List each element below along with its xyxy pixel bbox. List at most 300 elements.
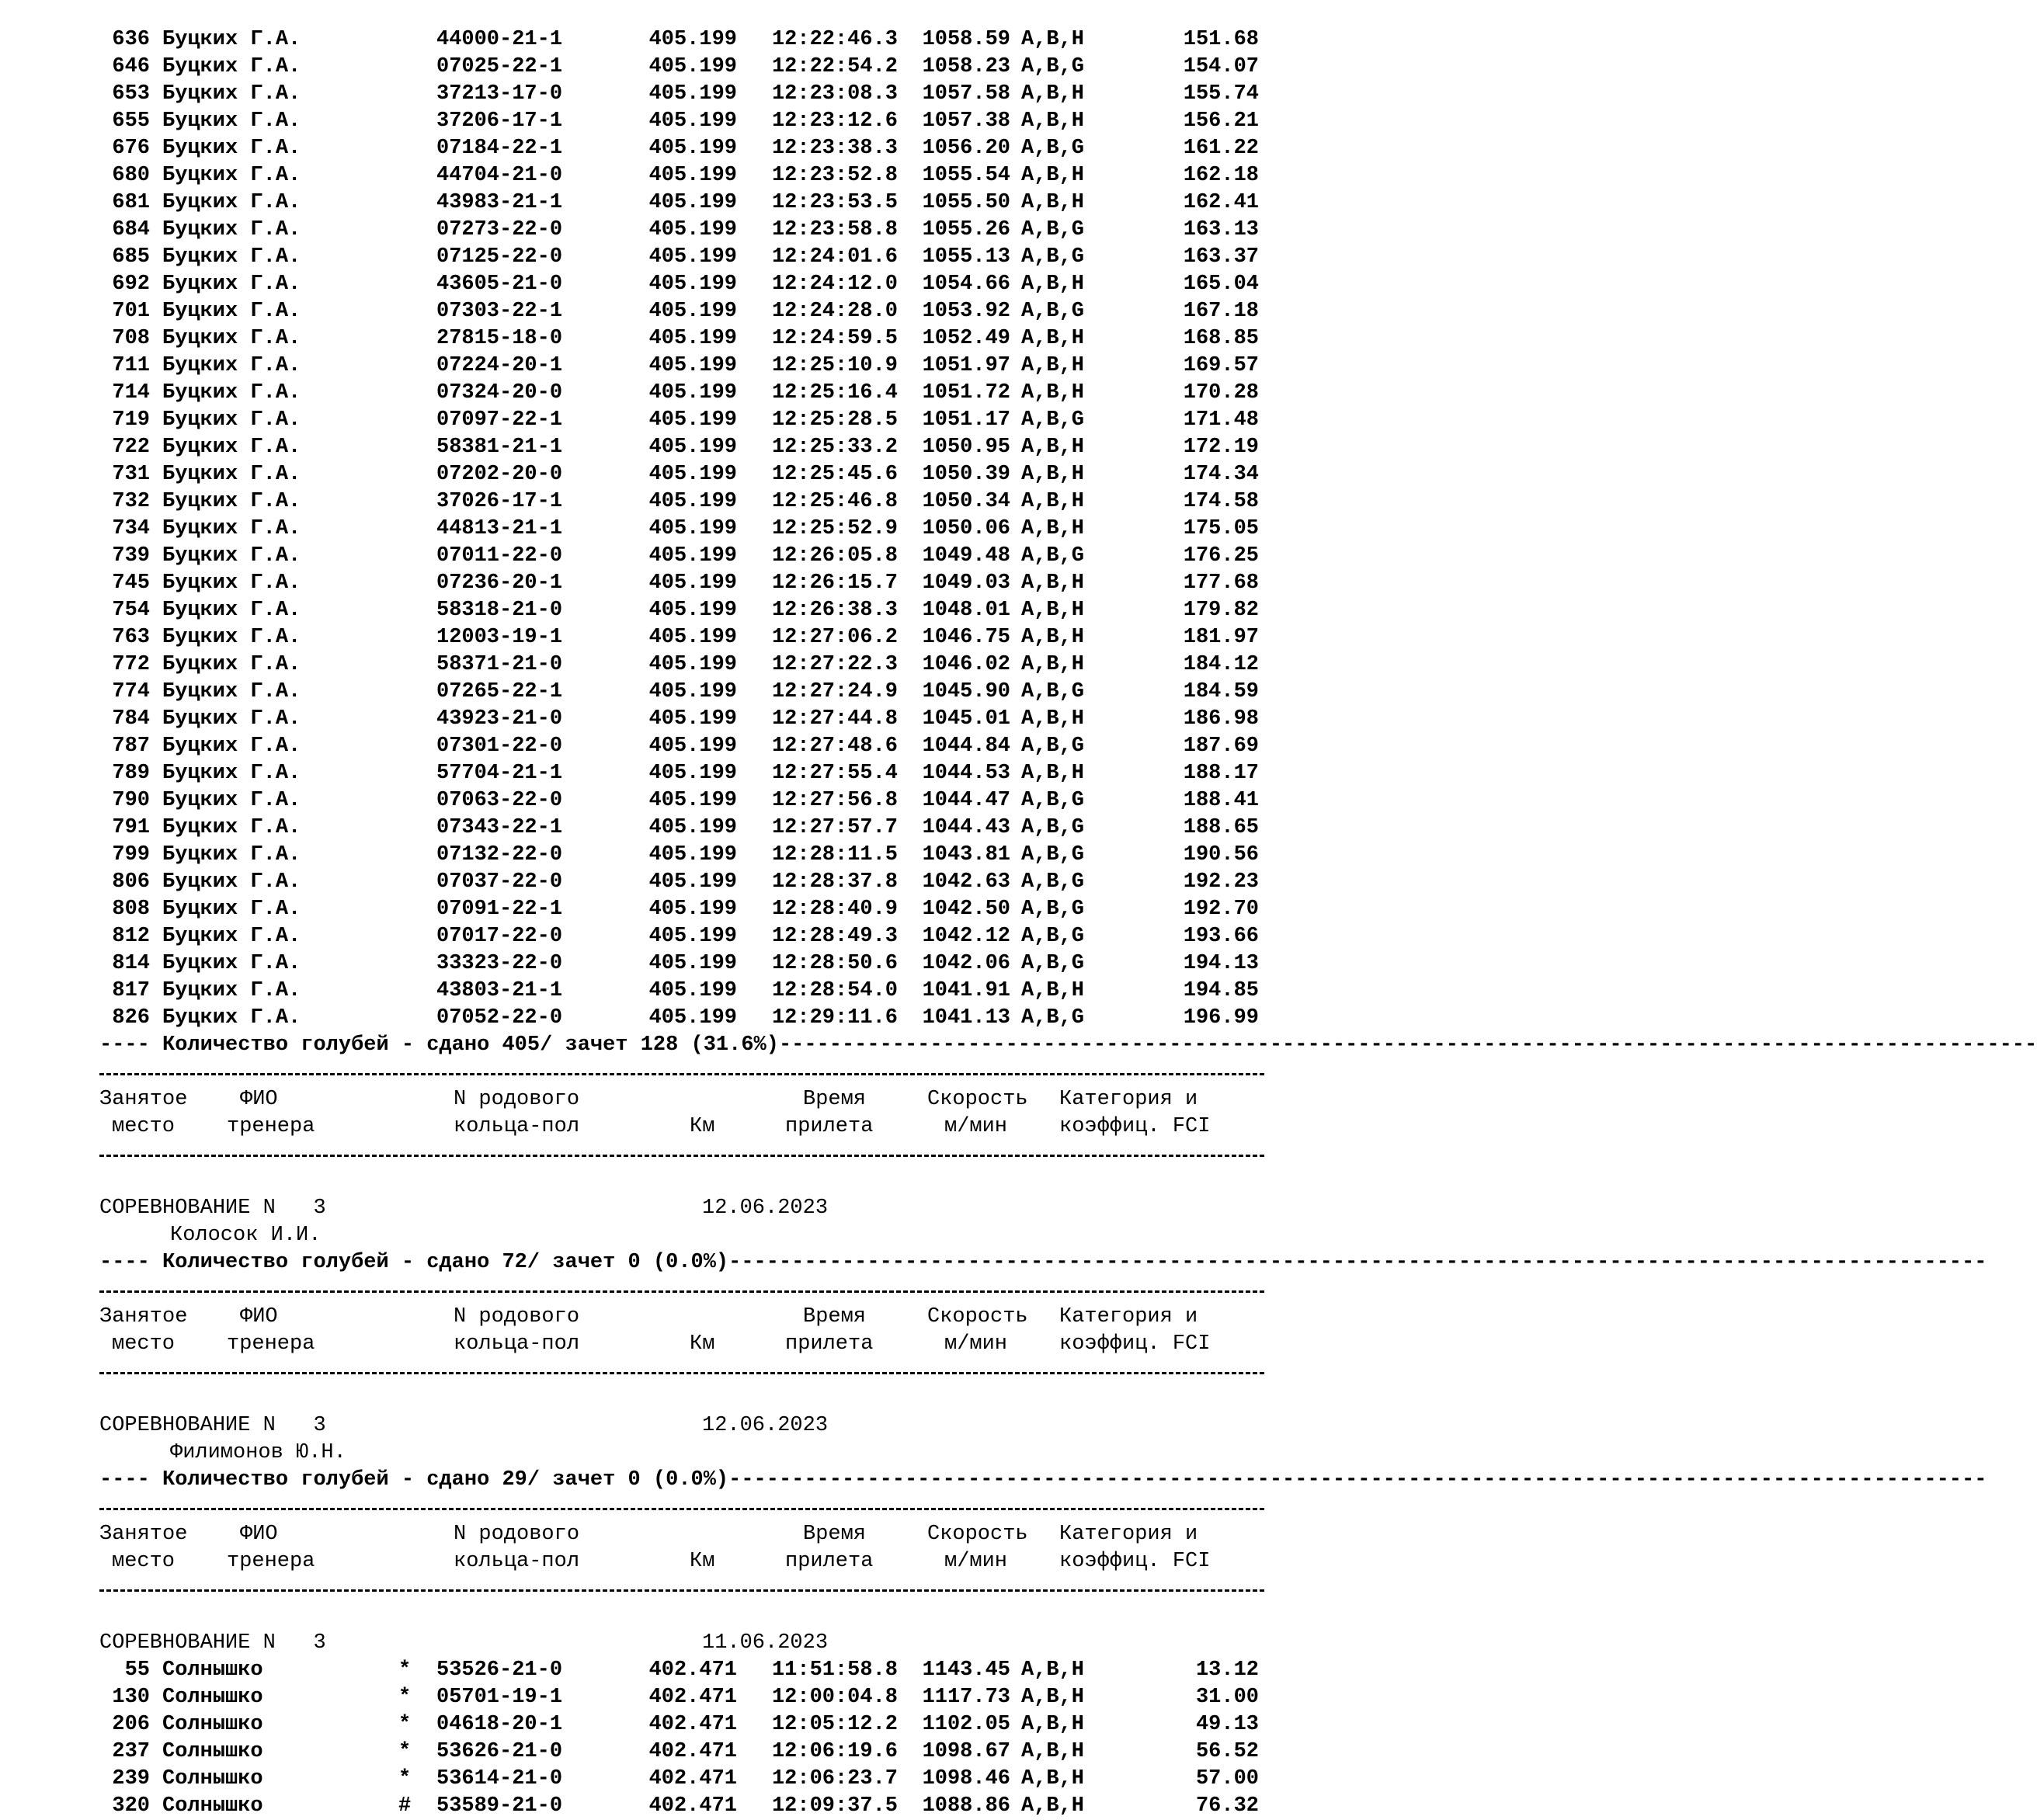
- cell-mark: [398, 162, 436, 189]
- cell-coef: 184.12: [1183, 653, 1259, 676]
- cell-name: Буцких Г.А.: [162, 191, 301, 214]
- cell-place: 784: [112, 707, 150, 731]
- summary-dash-fill: ----------------------------------------------------------------------------------------------------: [778, 1033, 2037, 1057]
- cell-time: 12:27:48.6: [771, 735, 898, 758]
- cell-speed: 1055.13: [922, 245, 1010, 269]
- cell-coef: 184.59: [1183, 680, 1259, 703]
- header-name-bottom: тренера: [227, 1115, 315, 1138]
- cell-km: 405.199: [648, 952, 737, 975]
- cell-km: 405.199: [648, 571, 737, 595]
- cell-ring: 44813-21-1: [436, 517, 563, 540]
- cell-cat: A,B,G: [1021, 218, 1085, 241]
- cell-ring: 37213-17-0: [436, 82, 563, 106]
- cell-cat: A,B,H: [1021, 517, 1085, 540]
- cell-km: 405.199: [648, 898, 737, 921]
- cell-time: 12:28:50.6: [771, 952, 898, 975]
- cell-time: 12:24:28.0: [771, 300, 898, 323]
- cell-ring: 07202-20-0: [436, 463, 563, 486]
- cell-speed: 1055.50: [922, 191, 1010, 214]
- cell-ring: 07301-22-0: [436, 735, 563, 758]
- cell-speed: 1055.26: [922, 218, 1010, 241]
- cell-ring: 07025-22-1: [436, 55, 563, 78]
- cell-km: 405.199: [648, 626, 737, 649]
- cell-speed: 1045.90: [922, 680, 1010, 703]
- cell-cat: A,B,G: [1021, 245, 1085, 269]
- cell-cat: A,B,G: [1021, 544, 1085, 568]
- cell-place: 239: [112, 1767, 150, 1790]
- spacer: [99, 1385, 1264, 1412]
- cell-mark: *: [398, 1740, 412, 1763]
- column-header: [99, 1086, 1264, 1141]
- cell-coef: 175.05: [1183, 517, 1259, 540]
- cell-time: 12:28:54.0: [771, 979, 898, 1002]
- cell-name: Буцких Г.А.: [162, 327, 301, 350]
- cell-name: Буцких Г.А.: [162, 436, 301, 459]
- cell-time: 12:26:38.3: [771, 599, 898, 622]
- cell-speed: 1049.03: [922, 571, 1010, 595]
- cell-coef: 177.68: [1183, 571, 1259, 595]
- result-row: [99, 733, 1264, 760]
- cell-place: 692: [112, 273, 150, 296]
- cell-coef: 13.12: [1195, 1658, 1259, 1682]
- header-time-top: Время: [803, 1523, 867, 1546]
- result-row: [99, 1684, 1264, 1711]
- cell-place: 685: [112, 245, 150, 269]
- cell-cat: A,B,H: [1021, 1713, 1085, 1736]
- cell-ring: 12003-19-1: [436, 626, 563, 649]
- cell-ring: 07037-22-0: [436, 870, 563, 894]
- cell-km: 405.199: [648, 544, 737, 568]
- cell-time: 12:27:22.3: [771, 653, 898, 676]
- cell-coef: 155.74: [1183, 82, 1259, 106]
- cell-mark: [398, 407, 436, 434]
- cell-ring: 43605-21-0: [436, 273, 563, 296]
- cell-time: 12:24:01.6: [771, 245, 898, 269]
- cell-name: Буцких Г.А.: [162, 28, 301, 51]
- spacer: [99, 1603, 1264, 1630]
- cell-mark: [398, 706, 436, 733]
- cell-km: 405.199: [648, 463, 737, 486]
- cell-km: 402.471: [648, 1658, 737, 1682]
- cell-place: 789: [112, 762, 150, 785]
- summary-dash-fill: ----------------------------------------------------------------------------------------------------: [728, 1251, 1987, 1274]
- cell-km: 405.199: [648, 843, 737, 867]
- trainer-name: Колосок И.И.: [170, 1224, 322, 1247]
- cell-place: 722: [112, 436, 150, 459]
- cell-name: Буцких Г.А.: [162, 109, 301, 133]
- result-row: [99, 353, 1264, 380]
- cell-coef: 176.25: [1183, 544, 1259, 568]
- header-ring-top: N родового: [454, 1088, 580, 1111]
- cell-cat: A,B,H: [1021, 599, 1085, 622]
- cell-mark: [398, 570, 436, 597]
- cell-time: 12:23:52.8: [771, 164, 898, 187]
- cell-cat: A,B,G: [1021, 843, 1085, 867]
- cell-coef: 162.41: [1183, 191, 1259, 214]
- cell-coef: 151.68: [1183, 28, 1259, 51]
- cell-ring: 07132-22-0: [436, 843, 563, 867]
- summary-text: ---- Количество голубей - сдано 405/ зачет 128 (31.6%): [99, 1033, 779, 1057]
- cell-time: 12:25:28.5: [771, 408, 898, 432]
- cell-cat: A,B,G: [1021, 816, 1085, 839]
- cell-mark: [398, 244, 436, 271]
- header-category-top: Категория и: [1059, 1523, 1198, 1546]
- cell-km: 405.199: [648, 789, 737, 812]
- cell-speed: 1044.53: [922, 762, 1010, 785]
- header-km: Км: [690, 1115, 715, 1138]
- cell-km: 405.199: [648, 137, 737, 160]
- result-row: [99, 325, 1264, 353]
- cell-coef: 188.41: [1183, 789, 1259, 812]
- cell-cat: A,B,H: [1021, 626, 1085, 649]
- summary-line: [99, 1249, 1987, 1276]
- header-place-top: Занятое: [99, 1305, 188, 1329]
- cell-ring: 07236-20-1: [436, 571, 563, 595]
- cell-speed: 1098.67: [922, 1740, 1010, 1763]
- cell-mark: [398, 325, 436, 353]
- cell-ring: 53614-21-0: [436, 1767, 563, 1790]
- cell-coef: 194.13: [1183, 952, 1259, 975]
- result-row: [99, 162, 1264, 189]
- cell-place: 739: [112, 544, 150, 568]
- cell-time: 12:05:12.2: [771, 1713, 898, 1736]
- header-place-top: Занятое: [99, 1088, 188, 1111]
- cell-mark: [398, 842, 436, 869]
- cell-speed: 1053.92: [922, 300, 1010, 323]
- cell-mark: [398, 624, 436, 651]
- cell-cat: A,B,H: [1021, 653, 1085, 676]
- cell-speed: 1058.59: [922, 28, 1010, 51]
- cell-cat: A,B,G: [1021, 925, 1085, 948]
- results-table-1: [99, 26, 2037, 1059]
- cell-cat: A,B,G: [1021, 952, 1085, 975]
- spacer: [99, 1168, 1264, 1195]
- cell-ring: 07097-22-1: [436, 408, 563, 432]
- cell-km: 405.199: [648, 680, 737, 703]
- competition-date: 12.06.2023: [702, 1197, 829, 1220]
- cell-place: 734: [112, 517, 150, 540]
- cell-time: 12:22:46.3: [771, 28, 898, 51]
- result-row: [99, 1005, 1264, 1032]
- cell-km: 405.199: [648, 408, 737, 432]
- cell-mark: *: [398, 1713, 412, 1736]
- cell-coef: 156.21: [1183, 109, 1259, 133]
- cell-place: 817: [112, 979, 150, 1002]
- result-row: [99, 978, 1264, 1005]
- cell-name: Буцких Г.А.: [162, 381, 301, 405]
- cell-km: 405.199: [648, 517, 737, 540]
- cell-ring: 07052-22-0: [436, 1006, 563, 1030]
- cell-coef: 196.99: [1183, 1006, 1259, 1030]
- cell-time: 12:06:23.7: [771, 1767, 898, 1790]
- cell-name: Буцких Г.А.: [162, 952, 301, 975]
- result-row: [99, 380, 1264, 407]
- cell-km: 405.199: [648, 109, 737, 133]
- cell-place: 763: [112, 626, 150, 649]
- cell-ring: 07324-20-0: [436, 381, 563, 405]
- cell-time: 12:27:55.4: [771, 762, 898, 785]
- cell-coef: 174.58: [1183, 490, 1259, 513]
- cell-coef: 172.19: [1183, 436, 1259, 459]
- cell-speed: 1050.06: [922, 517, 1010, 540]
- cell-name: Буцких Г.А.: [162, 653, 301, 676]
- cell-name: Буцких Г.А.: [162, 626, 301, 649]
- cell-cat: A,B,H: [1021, 1794, 1085, 1818]
- header-category-bottom: коэффиц. FCI: [1059, 1115, 1211, 1138]
- cell-mark: [398, 760, 436, 787]
- cell-name: Солнышко: [162, 1794, 263, 1818]
- cell-name: Буцких Г.А.: [162, 408, 301, 432]
- cell-speed: 1056.20: [922, 137, 1010, 160]
- cell-name: Буцких Г.А.: [162, 816, 301, 839]
- cell-coef: 194.85: [1183, 979, 1259, 1002]
- cell-place: 237: [112, 1740, 150, 1763]
- cell-ring: 07273-22-0: [436, 218, 563, 241]
- result-row: [99, 407, 1264, 434]
- cell-ring: 53589-21-0: [436, 1794, 563, 1818]
- cell-time: 12:23:12.6: [771, 109, 898, 133]
- cell-name: Буцких Г.А.: [162, 979, 301, 1002]
- cell-place: 320: [112, 1794, 150, 1818]
- cell-cat: A,B,G: [1021, 789, 1085, 812]
- result-row: [99, 896, 1264, 923]
- cell-coef: 163.37: [1183, 245, 1259, 269]
- cell-place: 55: [124, 1658, 150, 1682]
- cell-speed: 1042.06: [922, 952, 1010, 975]
- cell-name: Буцких Г.А.: [162, 517, 301, 540]
- result-row: [99, 135, 1264, 162]
- cell-cat: A,B,H: [1021, 327, 1085, 350]
- cell-place: 636: [112, 28, 150, 51]
- cell-speed: 1044.84: [922, 735, 1010, 758]
- header-place-bottom: место: [112, 1115, 176, 1138]
- cell-speed: 1050.95: [922, 436, 1010, 459]
- cell-km: 405.199: [648, 1006, 737, 1030]
- cell-ring: 07011-22-0: [436, 544, 563, 568]
- competition-header: [99, 1195, 1264, 1222]
- cell-place: 754: [112, 599, 150, 622]
- header-ring-bottom: кольца-пол: [454, 1332, 580, 1356]
- cell-km: 405.199: [648, 707, 737, 731]
- cell-place: 806: [112, 870, 150, 894]
- header-ring-top: N родового: [454, 1523, 580, 1546]
- cell-place: 711: [112, 354, 150, 377]
- competition-title: СОРЕВНОВАНИЕ N 3: [99, 1631, 326, 1655]
- cell-time: 12:25:45.6: [771, 463, 898, 486]
- header-speed-top: Скорость: [927, 1088, 1028, 1111]
- result-row: [99, 1657, 1264, 1684]
- cell-place: 714: [112, 381, 150, 405]
- result-row: [99, 271, 1264, 298]
- cell-speed: 1042.50: [922, 898, 1010, 921]
- cell-time: 12:27:24.9: [771, 680, 898, 703]
- cell-place: 787: [112, 735, 150, 758]
- cell-ring: 07091-22-1: [436, 898, 563, 921]
- cell-coef: 193.66: [1183, 925, 1259, 948]
- cell-km: 405.199: [648, 599, 737, 622]
- cell-name: Буцких Г.А.: [162, 164, 301, 187]
- cell-km: 405.199: [648, 925, 737, 948]
- column-header: [99, 1521, 1264, 1575]
- cell-speed: 1098.46: [922, 1767, 1010, 1790]
- cell-ring: 44704-21-0: [436, 164, 563, 187]
- cell-speed: 1051.17: [922, 408, 1010, 432]
- header-speed-bottom: м/мин: [944, 1332, 1008, 1356]
- cell-km: 405.199: [648, 300, 737, 323]
- cell-place: 676: [112, 137, 150, 160]
- cell-km: 402.471: [648, 1713, 737, 1736]
- cell-mark: *: [398, 1658, 412, 1682]
- cell-speed: 1052.49: [922, 327, 1010, 350]
- summary-text: ---- Количество голубей - сдано 72/ зачет 0 (0.0%): [99, 1251, 729, 1274]
- cell-speed: 1102.05: [922, 1713, 1010, 1736]
- cell-coef: 165.04: [1183, 273, 1259, 296]
- summary-line: [99, 1032, 2037, 1059]
- cell-time: 12:28:40.9: [771, 898, 898, 921]
- cell-ring: 07224-20-1: [436, 354, 563, 377]
- cell-coef: 154.07: [1183, 55, 1259, 78]
- cell-ring: 07303-22-1: [436, 300, 563, 323]
- header-speed-bottom: м/мин: [944, 1550, 1008, 1573]
- cell-km: 402.471: [648, 1686, 737, 1709]
- cell-cat: A,B,H: [1021, 1767, 1085, 1790]
- cell-speed: 1088.86: [922, 1794, 1010, 1818]
- divider: [99, 1141, 1264, 1168]
- cell-place: 799: [112, 843, 150, 867]
- column-header: [99, 1304, 1264, 1358]
- cell-time: 12:25:46.8: [771, 490, 898, 513]
- header-category-bottom: коэффиц. FCI: [1059, 1550, 1211, 1573]
- cell-mark: [398, 217, 436, 244]
- cell-mark: [398, 516, 436, 543]
- result-row: [99, 244, 1264, 271]
- cell-time: 12:24:12.0: [771, 273, 898, 296]
- cell-ring: 27815-18-0: [436, 327, 563, 350]
- cell-speed: 1042.63: [922, 870, 1010, 894]
- cell-cat: A,B,H: [1021, 1740, 1085, 1763]
- cell-cat: A,B,G: [1021, 1006, 1085, 1030]
- cell-coef: 76.32: [1195, 1794, 1259, 1818]
- cell-name: Буцких Г.А.: [162, 843, 301, 867]
- cell-time: 12:23:58.8: [771, 218, 898, 241]
- cell-coef: 170.28: [1183, 381, 1259, 405]
- cell-ring: 07184-22-1: [436, 137, 563, 160]
- header-name-top: ФИО: [240, 1523, 278, 1546]
- divider: [99, 1494, 1264, 1521]
- cell-name: Буцких Г.А.: [162, 707, 301, 731]
- cell-place: 655: [112, 109, 150, 133]
- cell-coef: 187.69: [1183, 735, 1259, 758]
- result-row: [99, 189, 1264, 217]
- cell-cat: A,B,H: [1021, 164, 1085, 187]
- cell-coef: 174.34: [1183, 463, 1259, 486]
- cell-km: 405.199: [648, 816, 737, 839]
- header-name-top: ФИО: [240, 1088, 278, 1111]
- cell-time: 12:24:59.5: [771, 327, 898, 350]
- cell-speed: 1044.47: [922, 789, 1010, 812]
- result-row: [99, 1738, 1264, 1766]
- cell-coef: 161.22: [1183, 137, 1259, 160]
- cell-name: Буцких Г.А.: [162, 599, 301, 622]
- cell-name: Буцких Г.А.: [162, 1006, 301, 1030]
- cell-place: 653: [112, 82, 150, 106]
- cell-km: 405.199: [648, 218, 737, 241]
- summary-line: [99, 1467, 1987, 1494]
- result-row: [99, 516, 1264, 543]
- cell-place: 130: [112, 1686, 150, 1709]
- cell-time: 12:26:05.8: [771, 544, 898, 568]
- cell-mark: [398, 81, 436, 108]
- cell-name: Буцких Г.А.: [162, 463, 301, 486]
- header-category-top: Категория и: [1059, 1088, 1198, 1111]
- cell-place: 826: [112, 1006, 150, 1030]
- result-row: [99, 624, 1264, 651]
- header-speed-top: Скорость: [927, 1305, 1028, 1329]
- cell-coef: 186.98: [1183, 707, 1259, 731]
- cell-coef: 192.70: [1183, 898, 1259, 921]
- cell-place: 814: [112, 952, 150, 975]
- result-row: [99, 298, 1264, 325]
- cell-cat: A,B,H: [1021, 979, 1085, 1002]
- cell-place: 745: [112, 571, 150, 595]
- cell-ring: 07125-22-0: [436, 245, 563, 269]
- header-ring-bottom: кольца-пол: [454, 1115, 580, 1138]
- divider: [99, 1358, 1264, 1385]
- summary-text: ---- Количество голубей - сдано 29/ зачет 0 (0.0%): [99, 1468, 729, 1492]
- header-name-bottom: тренера: [227, 1332, 315, 1356]
- cell-cat: A,B,H: [1021, 1686, 1085, 1709]
- cell-km: 405.199: [648, 28, 737, 51]
- result-row: [99, 461, 1264, 488]
- cell-place: 791: [112, 816, 150, 839]
- header-speed-top: Скорость: [927, 1523, 1028, 1546]
- result-row: [99, 434, 1264, 461]
- cell-place: 732: [112, 490, 150, 513]
- cell-time: 12:22:54.2: [771, 55, 898, 78]
- cell-time: 12:27:56.8: [771, 789, 898, 812]
- cell-ring: 58381-21-1: [436, 436, 563, 459]
- cell-mark: [398, 543, 436, 570]
- cell-km: 402.471: [648, 1767, 737, 1790]
- cell-place: 774: [112, 680, 150, 703]
- cell-time: 12:28:49.3: [771, 925, 898, 948]
- cell-cat: A,B,G: [1021, 735, 1085, 758]
- cell-ring: 04618-20-1: [436, 1713, 563, 1736]
- cell-speed: 1057.38: [922, 109, 1010, 133]
- competition-date: 11.06.2023: [702, 1631, 829, 1655]
- cell-mark: [398, 679, 436, 706]
- cell-time: 11:51:58.8: [771, 1658, 898, 1682]
- cell-ring: 43803-21-1: [436, 979, 563, 1002]
- competition-header: [99, 1412, 1264, 1440]
- cell-time: 12:00:04.8: [771, 1686, 898, 1709]
- header-place-bottom: место: [112, 1332, 176, 1356]
- cell-time: 12:09:37.5: [771, 1794, 898, 1818]
- header-name-bottom: тренера: [227, 1550, 315, 1573]
- cell-speed: 1041.91: [922, 979, 1010, 1002]
- competition-header: [99, 1630, 1264, 1657]
- result-row: [99, 651, 1264, 679]
- result-row: [99, 54, 1264, 81]
- cell-mark: [398, 298, 436, 325]
- divider: [99, 1276, 1264, 1304]
- cell-ring: 07017-22-0: [436, 925, 563, 948]
- cell-time: 12:23:08.3: [771, 82, 898, 106]
- cell-time: 12:25:52.9: [771, 517, 898, 540]
- result-row: [99, 1766, 1264, 1793]
- cell-coef: 49.13: [1195, 1713, 1259, 1736]
- result-row: [99, 81, 1264, 108]
